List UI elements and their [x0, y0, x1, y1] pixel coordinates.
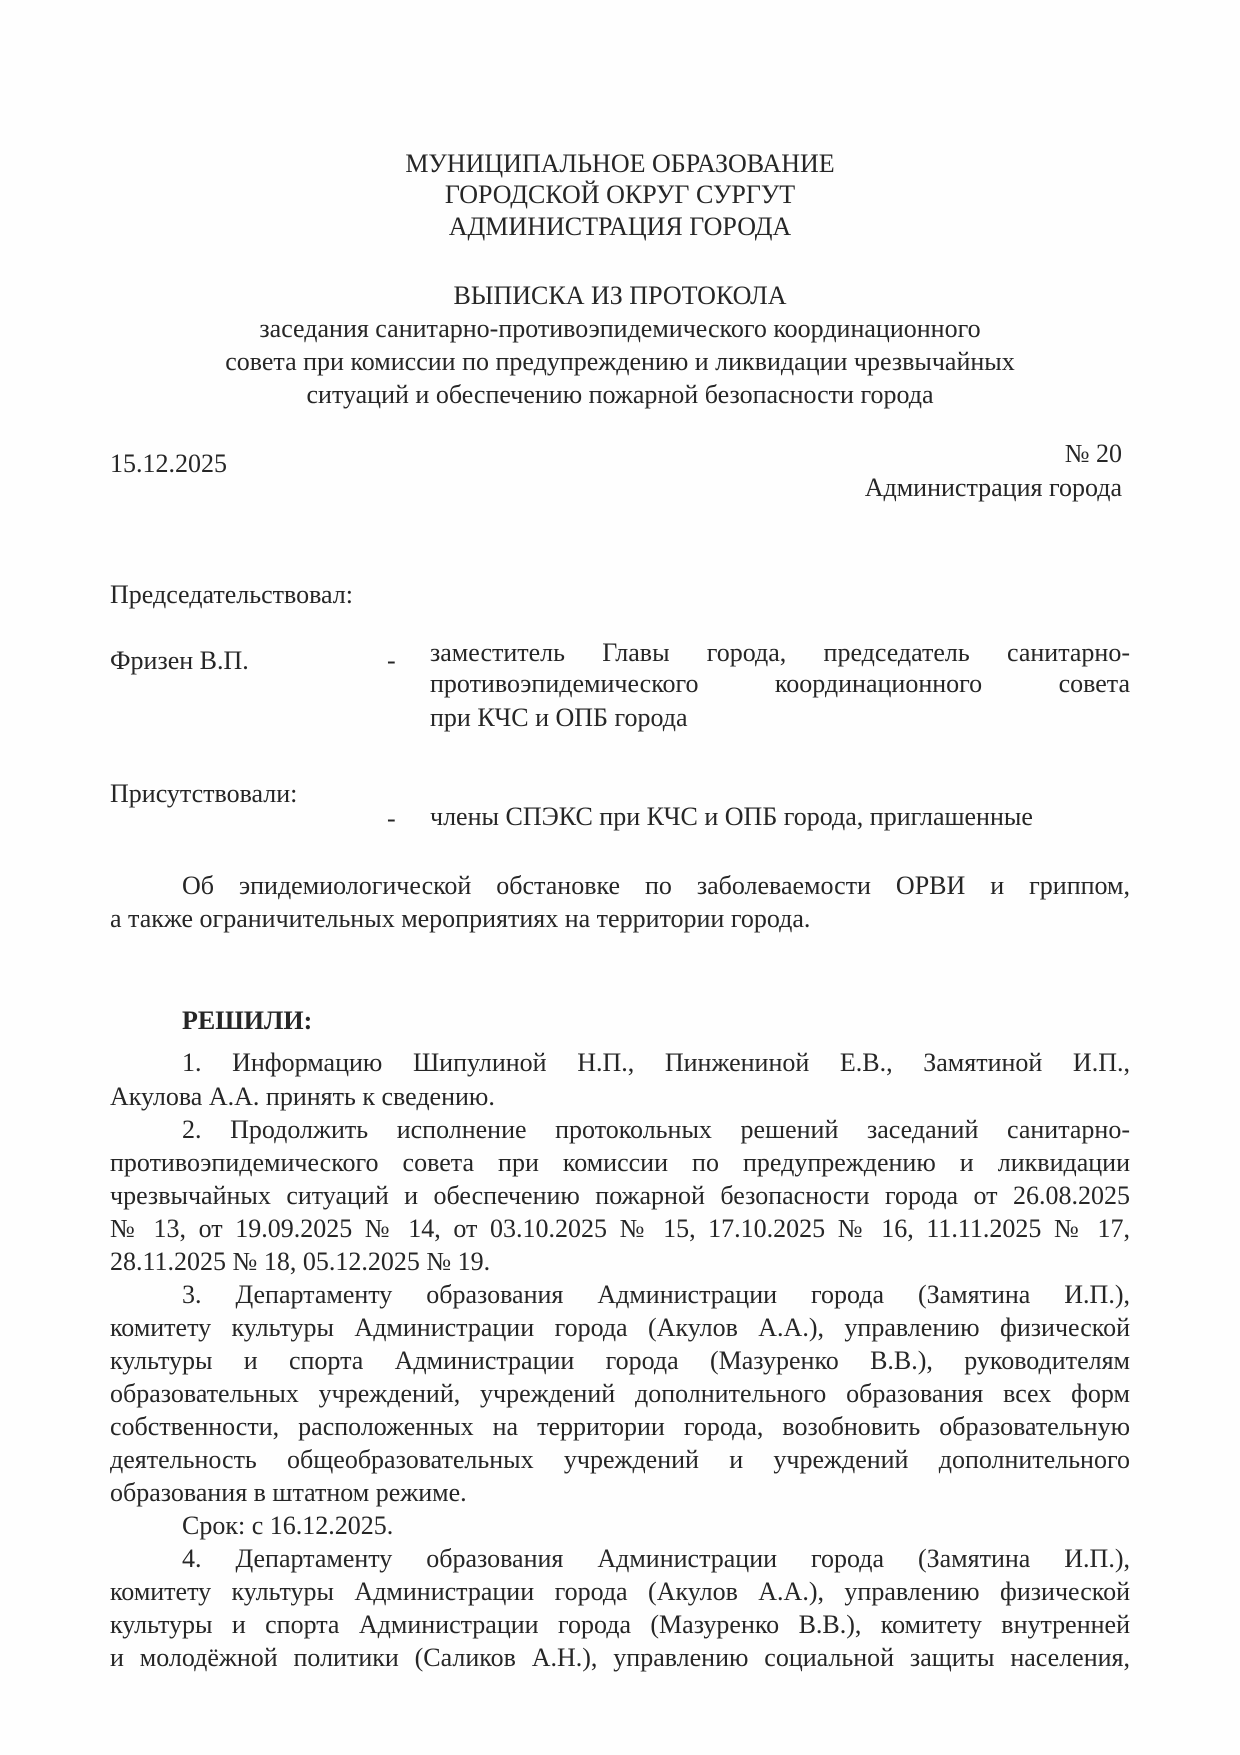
decision-heading: РЕШИЛИ:	[182, 1006, 313, 1035]
topic-line-2: а также ограничительных мероприятиях на территории города.	[110, 904, 811, 933]
topic-line-1: Об эпидемиологической обстановке по заболеваемости ОРВИ и гриппом,	[182, 871, 1130, 900]
decision-line: культуры и спорта Администрации города (Мазуренко В.В.), руководителям	[110, 1346, 1130, 1375]
header-administration: АДМИНИСТРАЦИЯ ГОРОДА	[448, 212, 792, 241]
chair-role-line-2: противоэпидемического координационного совета	[430, 669, 1130, 698]
decision-line: Акулова А.А. принять к сведению.	[110, 1082, 495, 1111]
decision-line: 28.11.2025 № 18, 05.12.2025 № 19.	[110, 1247, 491, 1276]
chair-dash: -	[387, 646, 396, 675]
present-dash: -	[387, 804, 396, 833]
chair-role-line-3: при КЧС и ОПБ города	[430, 703, 688, 732]
chair-role-line-1: заместитель Главы города, председатель санитарно-	[430, 638, 1130, 667]
decision-line: 1. Информацию Шипулиной Н.П., Пинжениной Е.В., Замятиной И.П.,	[182, 1048, 1130, 1077]
decision-line: и молодёжной политики (Саликов А.Н.), управлению социальной защиты населения,	[110, 1643, 1130, 1672]
protocol-number: № 20	[1064, 439, 1122, 468]
decision-line: образовательных учреждений, учреждений дополнительного образования всех форм	[110, 1379, 1130, 1408]
decision-line: 3. Департаменту образования Администрации города (Замятина И.П.),	[182, 1280, 1130, 1309]
present-text: члены СПЭКС при КЧС и ОПБ города, приглашенные	[430, 802, 1033, 831]
decision-line: комитету культуры Администрации города (Акулов А.А.), управлению физической	[110, 1577, 1130, 1606]
header-district: ГОРОДСКОЙ ОКРУГ СУРГУТ	[444, 180, 796, 209]
decision-line: комитету культуры Администрации города (Акулов А.А.), управлению физической	[110, 1313, 1130, 1342]
chair-name: Фризен В.П.	[110, 646, 249, 675]
header-municipality: МУНИЦИПАЛЬНОЕ ОБРАЗОВАНИЕ	[405, 149, 835, 178]
protocol-place: Администрация города	[864, 473, 1122, 502]
document-subtitle-line-3: ситуаций и обеспечению пожарной безопасности города	[306, 380, 934, 409]
decision-line: образования в штатном режиме.	[110, 1478, 467, 1507]
decision-line: 4. Департаменту образования Администрации города (Замятина И.П.),	[182, 1544, 1130, 1573]
chair-label: Председательствовал:	[110, 580, 353, 609]
decision-line: противоэпидемического совета при комиссии по предупреждению и ликвидации	[110, 1148, 1130, 1177]
protocol-date: 15.12.2025	[110, 449, 227, 478]
present-label: Присутствовали:	[110, 779, 298, 808]
decision-deadline: Срок: с 16.12.2025.	[182, 1511, 394, 1540]
decision-line: собственности, расположенных на территории города, возобновить образовательную	[110, 1412, 1130, 1441]
decision-line: № 13, от 19.09.2025 № 14, от 03.10.2025 № 15, 17.10.2025 № 16, 11.11.2025 № 17,	[110, 1214, 1130, 1243]
decision-line: 2. Продолжить исполнение протокольных решений заседаний санитарно-	[182, 1115, 1130, 1144]
decision-line: чрезвычайных ситуаций и обеспечению пожарной безопасности города от 26.08.2025	[110, 1181, 1130, 1210]
decision-line: культуры и спорта Администрации города (Мазуренко В.В.), комитету внутренней	[110, 1610, 1130, 1639]
document-title: ВЫПИСКА ИЗ ПРОТОКОЛА	[453, 281, 787, 310]
document-subtitle-line-2: совета при комиссии по предупреждению и ликвидации чрезвычайных	[225, 347, 1015, 376]
decision-line: деятельность общеобразовательных учреждений и учреждений дополнительного	[110, 1445, 1130, 1474]
document-subtitle-line-1: заседания санитарно-противоэпидемического координационного	[259, 314, 981, 343]
